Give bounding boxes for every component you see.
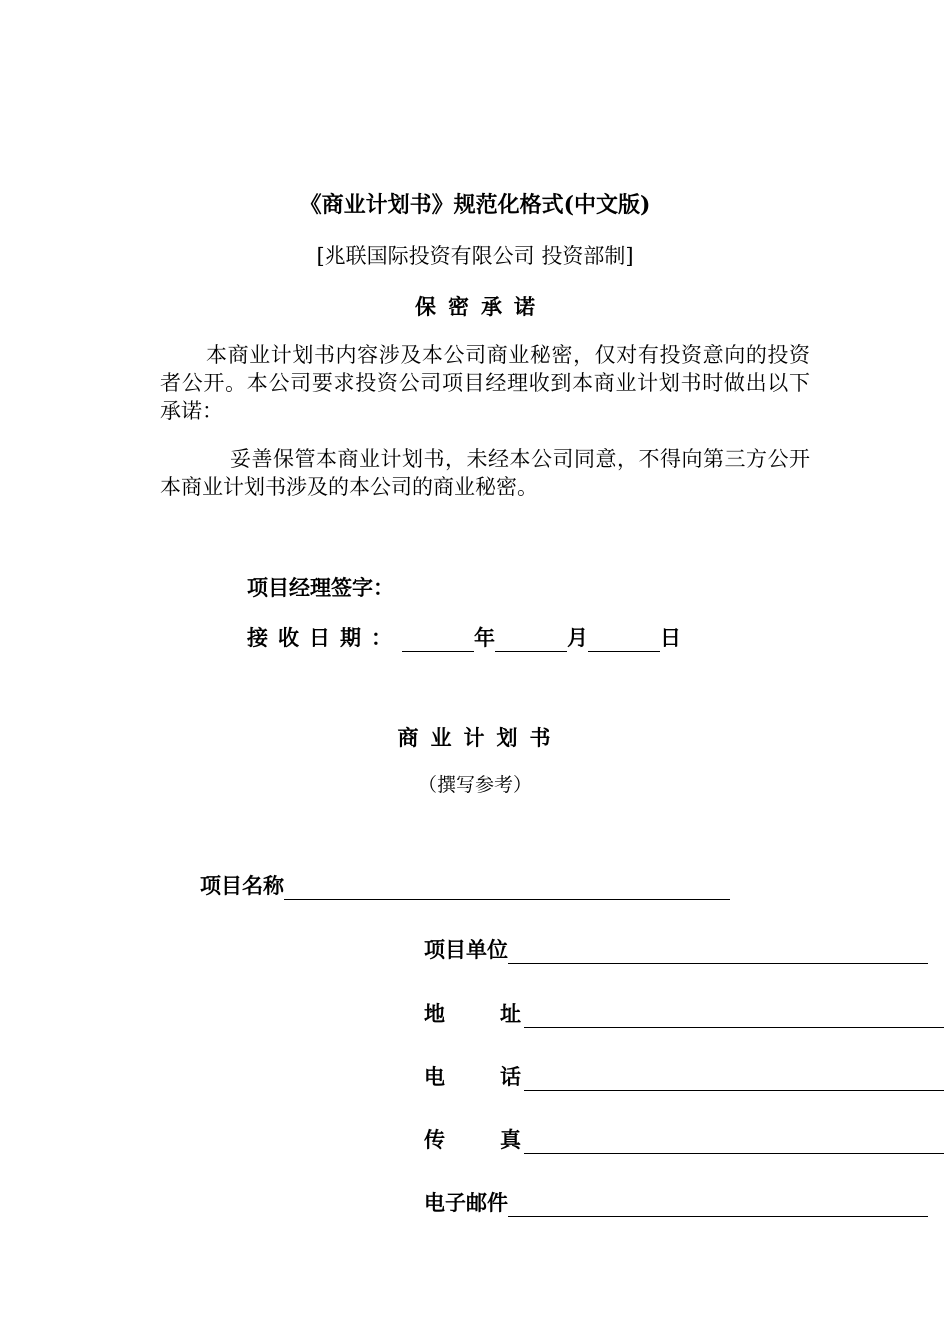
project-unit-field bbox=[424, 934, 928, 964]
plan-heading: 商业计划书 bbox=[397, 725, 563, 750]
project-name-blank[interactable] bbox=[284, 875, 730, 900]
project-unit-label: 项目单位 bbox=[424, 937, 508, 962]
month-label: 月 bbox=[567, 625, 588, 650]
date-row bbox=[247, 622, 681, 652]
pledge-paragraph-2: 妥善保管本商业计划书，未经本公司同意，不得向第三方公开本商业计划书涉及的本公司的商业秘密。 bbox=[160, 447, 810, 499]
document-title: 《商业计划书》规范化格式(中文版) bbox=[299, 192, 651, 218]
email-label: 电子邮件 bbox=[424, 1190, 508, 1215]
project-name-label: 项目名称 bbox=[200, 873, 284, 898]
fax-field bbox=[424, 1124, 944, 1154]
year-label: 年 bbox=[474, 625, 495, 650]
month-blank[interactable] bbox=[495, 629, 567, 652]
day-label: 日 bbox=[660, 625, 681, 650]
pledge-heading: 保密承诺 bbox=[415, 294, 547, 319]
fax-label: 传 真 bbox=[424, 1127, 521, 1152]
plan-subheading: （撰写参考） bbox=[417, 774, 532, 796]
year-blank[interactable] bbox=[402, 629, 474, 652]
email-field bbox=[424, 1187, 928, 1217]
date-label: 接收日期： bbox=[247, 625, 402, 650]
fax-blank[interactable] bbox=[524, 1129, 944, 1154]
phone-blank[interactable] bbox=[524, 1066, 944, 1091]
project-unit-blank[interactable] bbox=[508, 939, 928, 964]
phone-label: 电 话 bbox=[424, 1064, 521, 1089]
address-field bbox=[424, 998, 944, 1028]
phone-field bbox=[424, 1061, 944, 1091]
day-blank[interactable] bbox=[588, 629, 660, 652]
address-blank[interactable] bbox=[524, 1003, 944, 1028]
email-blank[interactable] bbox=[508, 1192, 928, 1217]
address-label: 地 址 bbox=[424, 1001, 521, 1026]
pledge-paragraph-1: 本商业计划书内容涉及本公司商业秘密，仅对有投资意向的投资者公开。本公司要求投资公司项目经理收到本商业计划书时做出以下承诺： bbox=[160, 343, 810, 423]
signature-label: 项目经理签字： bbox=[247, 575, 394, 600]
document-subtitle: [兆联国际投资有限公司 投资部制] bbox=[316, 244, 634, 268]
project-name-field bbox=[200, 870, 730, 900]
